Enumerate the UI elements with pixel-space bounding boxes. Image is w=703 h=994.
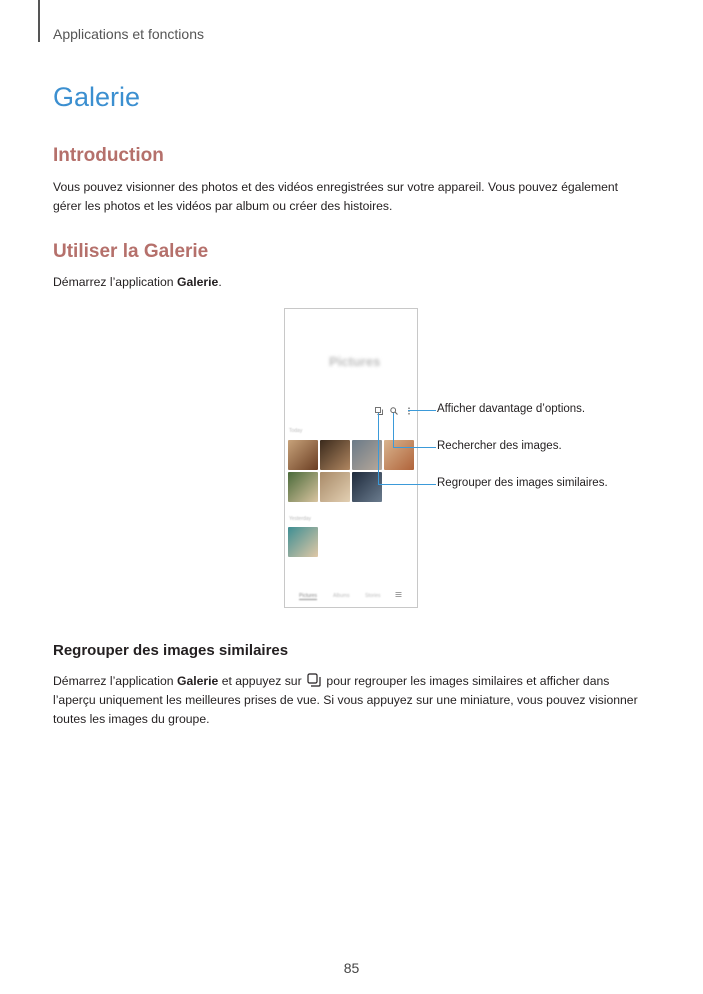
callout-search: Rechercher des images. — [437, 440, 562, 452]
tab-pictures[interactable]: Pictures — [299, 593, 318, 599]
start-text-end: . — [218, 275, 222, 289]
group-text-3: pour regrouper les images similaires et afficher dans — [323, 674, 610, 688]
section-label: Applications et fonctions — [53, 26, 204, 42]
use-heading: Utiliser la Galerie — [53, 241, 209, 262]
phone-mockup — [284, 308, 418, 608]
group-similar-icon[interactable] — [375, 407, 383, 415]
group-label-today: Today — [289, 428, 303, 434]
callout-line-search-vertical — [393, 413, 394, 448]
tab-stories[interactable]: Stories — [365, 593, 381, 599]
callout-line-more-options — [408, 410, 436, 411]
group-similar-inline-icon — [307, 673, 321, 687]
app-name: Galerie — [176, 275, 219, 289]
more-options-icon[interactable] — [405, 407, 413, 415]
group-app-name: Galerie — [176, 674, 219, 688]
photo-thumbnail-2[interactable] — [320, 440, 350, 470]
intro-heading: Introduction — [53, 145, 164, 166]
group-section-paragraph — [53, 672, 653, 729]
group-text-2: et appuyez sur — [218, 674, 306, 688]
intro-line-2: gérer les photos et les vidéos par album ou créer des histoires. — [53, 199, 393, 213]
group-text-1: Démarrez l’application — [53, 674, 177, 688]
group-text-line-2: l’aperçu uniquement les meilleures prises de vue. Si vous appuyez sur une miniature, vous pouvez visionner — [53, 693, 638, 707]
tab-albums[interactable]: Albums — [333, 593, 350, 599]
callout-line-search — [393, 447, 436, 448]
menu-icon[interactable] — [395, 591, 402, 598]
callout-more-options: Afficher davantage d’options. — [437, 403, 586, 415]
page-number: 85 — [343, 960, 360, 976]
photo-thumbnail-8[interactable] — [288, 527, 318, 557]
intro-paragraph — [53, 178, 653, 216]
group-label-yesterday: Yesterday — [289, 516, 312, 522]
photo-thumbnail-5[interactable] — [288, 472, 318, 502]
gallery-screen-title: Pictures — [329, 354, 381, 369]
header-rule — [38, 0, 40, 42]
group-text-line-3: toutes les images du groupe. — [53, 712, 210, 726]
photo-thumbnail-4[interactable] — [384, 440, 414, 470]
callout-line-group-vertical — [378, 413, 379, 485]
search-icon[interactable] — [390, 407, 398, 415]
callout-group-similar: Regrouper des images similaires. — [437, 477, 608, 489]
photo-thumbnail-6[interactable] — [320, 472, 350, 502]
page-title: Galerie — [53, 82, 141, 112]
start-text: Démarrez l’application — [53, 275, 177, 289]
photo-thumbnail-1[interactable] — [288, 440, 318, 470]
group-section-heading: Regrouper des images similaires — [53, 642, 289, 659]
start-paragraph — [53, 273, 653, 292]
intro-line-1: Vous pouvez visionner des photos et des vidéos enregistrées sur votre appareil. Vous pouvez également — [53, 180, 619, 194]
callout-line-group — [378, 484, 436, 485]
